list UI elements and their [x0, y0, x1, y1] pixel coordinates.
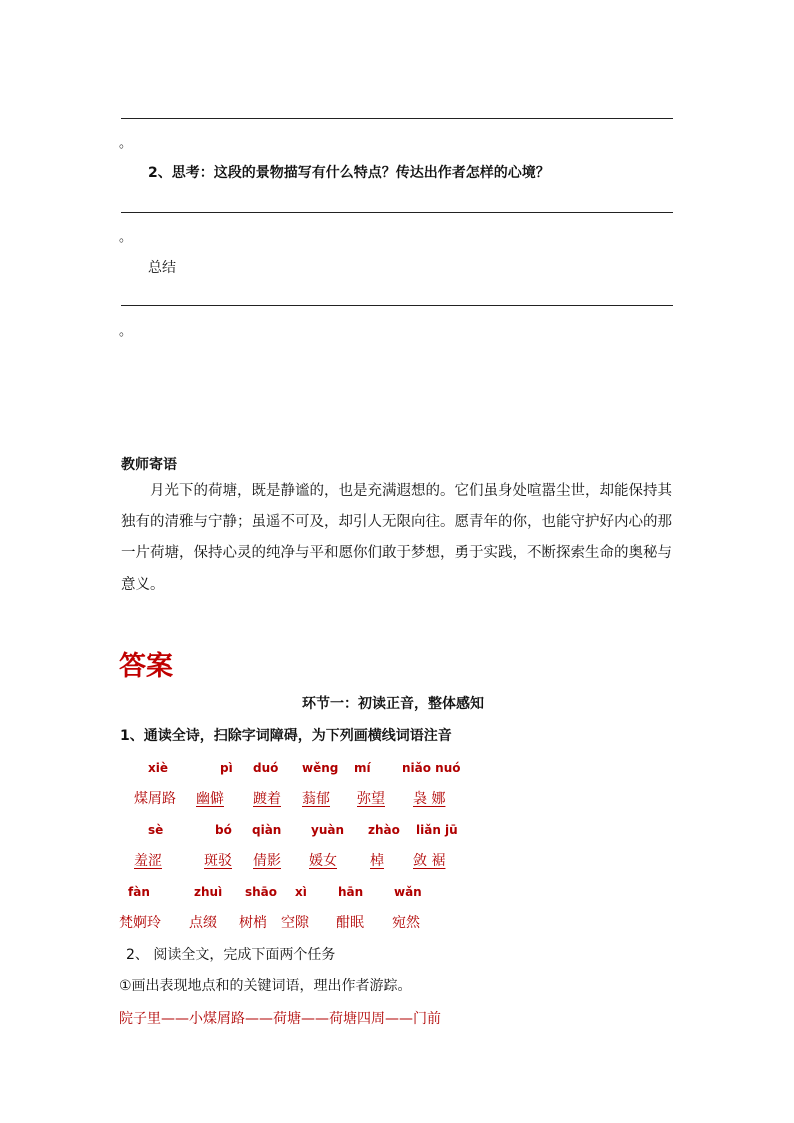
vocab-word: 宛然 — [392, 915, 420, 931]
vocab-word — [134, 789, 176, 809]
vocab-word: 幽僻 — [196, 791, 224, 807]
vocab-word: 树梢 — [239, 915, 267, 931]
vocab-word: 梵婀玲 — [119, 915, 161, 931]
pinyin: pì — [220, 761, 233, 775]
line-end-period: 。 — [119, 136, 133, 151]
pinyin: qiàn — [252, 823, 282, 837]
answer-line-3 — [121, 305, 673, 306]
pinyin: fàn — [128, 885, 150, 899]
vocab-word: 蓊郁 — [302, 791, 330, 807]
vocab-word: 羞涩 — [134, 853, 162, 869]
route-answer: 院子里——小煤屑路——荷塘——荷塘四周——门前 — [119, 1011, 441, 1027]
pinyin: yuàn — [311, 823, 345, 837]
vocab-word: 酣眠 — [336, 915, 364, 931]
vocab-word: 斑驳 — [204, 853, 232, 869]
answer-heading: 答案 — [119, 651, 173, 682]
vocab-word: 踱着 — [253, 791, 281, 807]
question-2: 2、思考：这段的景物描写有什么特点？传达出作者怎样的心境？ — [148, 165, 550, 181]
pinyin: duó — [253, 761, 279, 775]
pinyin: niǎo nuó — [402, 761, 461, 775]
pinyin: shāo — [245, 885, 278, 899]
pinyin: wěng — [302, 761, 339, 775]
paragraph-line: 独有的清雅与宁静；虽遥不可及，却引人无限向往。愿青年的你，也能守护好内心的那 — [121, 514, 672, 530]
vocab-word-text: 煤屑路 — [134, 791, 176, 807]
pinyin: zhào — [368, 823, 400, 837]
answer-question-2: 2、 阅读全文，完成下面两个任务 — [126, 947, 336, 963]
pinyin: bó — [215, 823, 232, 837]
pinyin: liǎn jū — [416, 823, 458, 837]
summary-label: 总结 — [148, 260, 176, 276]
answer-line-1 — [121, 118, 673, 119]
vocab-word: 倩影 — [253, 853, 281, 869]
vocab-word: 弥望 — [357, 791, 385, 807]
pinyin: mí — [354, 761, 371, 775]
paragraph-line: 月光下的荷塘，既是静谧的，也是充满遐想的。它们虽身处喧嚣尘世，却能保持其 — [150, 483, 672, 499]
paragraph-line: 一片荷塘，保持心灵的纯净与平和愿你们敢于梦想，勇于实践，不断探索生命的奥秘与 — [121, 545, 672, 561]
vocab-word: 敛 裾 — [413, 853, 446, 869]
vocab-word: 袅 娜 — [413, 791, 446, 807]
pinyin: zhuì — [194, 885, 223, 899]
answer-line-2 — [121, 212, 673, 213]
teacher-message-title: 教师寄语 — [121, 457, 177, 473]
line-end-period: 。 — [119, 324, 133, 339]
section-heading: 环节一：初读正音，整体感知 — [302, 696, 484, 712]
vocab-word: 点缀 — [189, 915, 217, 931]
task-1: ①画出表现地点和的关键词语，理出作者游踪。 — [119, 978, 412, 994]
vocab-word: 空隙 — [281, 915, 309, 931]
pinyin: hān — [338, 885, 364, 899]
answer-question-1: 1、通读全诗，扫除字词障碍，为下列画横线词语注音 — [120, 728, 452, 744]
vocab-word: 棹 — [370, 853, 384, 869]
pinyin: xì — [295, 885, 307, 899]
line-end-period: 。 — [119, 230, 133, 245]
pinyin: sè — [148, 823, 164, 837]
paragraph-line: 意义。 — [121, 577, 165, 593]
pinyin: xiè — [148, 761, 168, 775]
vocab-word: 媛女 — [309, 853, 337, 869]
pinyin: wǎn — [394, 885, 422, 899]
